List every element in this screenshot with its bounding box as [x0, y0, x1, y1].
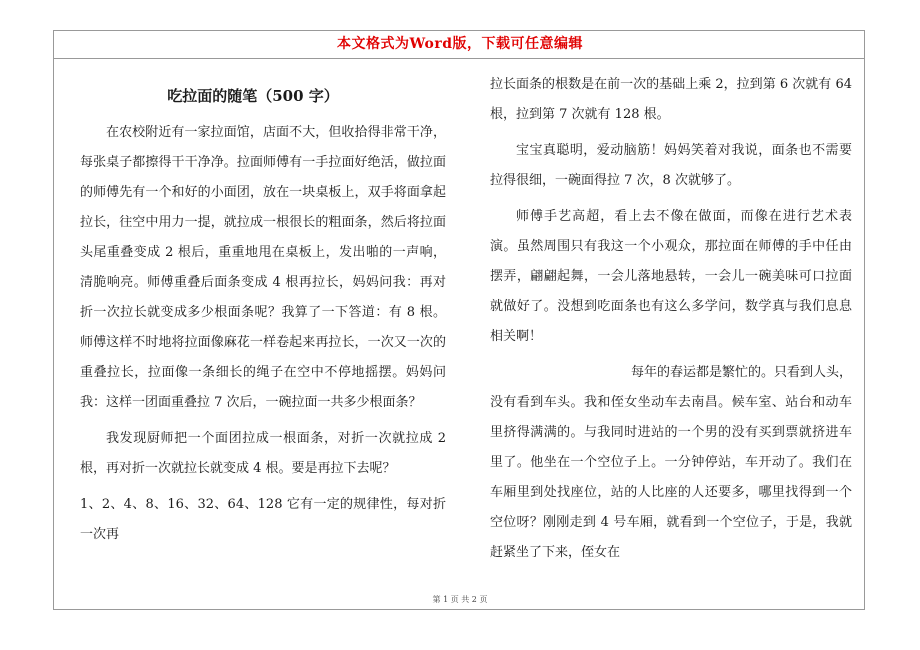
paragraph: 师傅手艺高超，看上去不像在做面，而像在进行艺术表演。虽然周围只有我这一个小观众，那拉面在师傅的手中任由摆弄，翩翩起舞，一会儿落地悬转，一会儿一碗美味可口拉面就做好了。没想到吃面条也有这么多学问，数学真与我们息息相关啊！ — [490, 209, 852, 344]
word-format-notice: 本文格式为Word版，下载可任意编辑 — [336, 36, 584, 52]
article-title: 吃拉面的随笔（500 字） — [167, 87, 339, 105]
header-divider — [53, 58, 865, 59]
paragraph: 宝宝真聪明，爱动脑筋！妈妈笑着对我说，面条也不需要拉得很细，一碗面得拉 7 次，8 次就够了。 — [490, 143, 852, 188]
paragraph: 1、2、4、8、16、32、64、128 它有一定的规律性，每对折一次再 — [80, 497, 446, 542]
paragraph: 在农校附近有一家拉面馆，店面不大，但收拾得非常干净，每张桌子都擦得干干净净。拉面师傅有一手拉面好绝活，做拉面的师傅先有一个和好的小面团，放在一块桌板上，双手将面拿起拉长，往空中用力一提，就拉成一根很长的粗面条，然后将拉面头尾重叠变成 2 根后，重重地甩在桌板上，发出啪的一声响，清脆响亮。师傅重叠后面条变成 4 根再拉长，妈妈问我：再对折一次拉长就变成多少根面条呢？我算了一下答道：有 8 根。 师傅这样不时地将拉面像麻花一样卷起来再拉长，一次又一次的重叠拉长，拉面像一条细长的绳子在空中不停地摇摆。妈妈问我：这样一团面重叠拉 7 次后，一碗拉面一共多少根面条？ — [80, 125, 446, 410]
paragraph: 拉长面条的根数是在前一次的基础上乘 2，拉到第 6 次就有 64 根，拉到第 7 次就有 128 根。 — [490, 77, 852, 122]
paragraph: 我发现厨师把一个面团拉成一根面条，对折一次就拉成 2 根，再对折一次就拉长就变成 4 根。要是再拉下去呢？ — [80, 431, 446, 476]
left-column — [80, 80, 446, 550]
paragraph: 没有看到车头。我和侄女坐动车去南昌。候车室、站台和动车里挤得满满的。与我同时进站的一个男的没有买到票就挤进车里了。他坐在一个空位子上。一分钟停站，车开动了。我们在车厢里到处找座位，站的人比座的人还要多，哪里找得到一个空位呀？刚刚走到 4 号车厢，就看到一个空位子，于是，我就赶紧坐了下来，侄女在 — [490, 395, 852, 560]
page-number: 第 1 页 共 2 页 — [432, 595, 488, 604]
paragraph: 每年的春运都是繁忙的。只看到人头， — [630, 365, 852, 380]
right-column — [490, 70, 852, 568]
